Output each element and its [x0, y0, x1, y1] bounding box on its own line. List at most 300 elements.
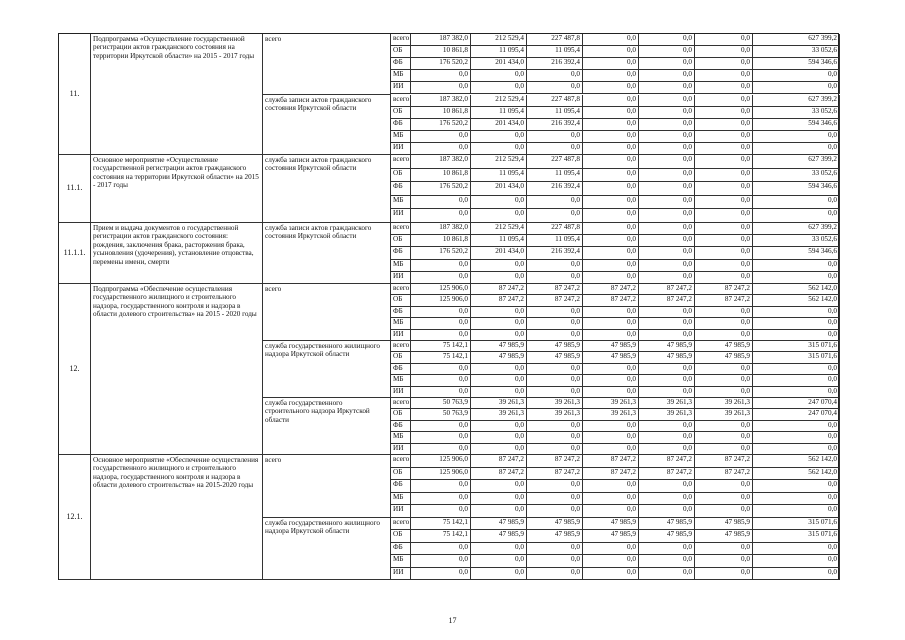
- amount-cell: 39 261,3: [527, 409, 583, 420]
- amount-cell: 0,0: [583, 272, 639, 284]
- amount-cell: 0,0: [639, 421, 695, 432]
- amount-cell: 0,0: [695, 543, 753, 556]
- amount-cell: 0,0: [695, 82, 753, 94]
- amount-cell: 0,0: [695, 387, 753, 398]
- amount-cell: 0,0: [471, 387, 527, 398]
- amount-cell: 47 985,9: [695, 518, 753, 531]
- funding-source: МБ: [391, 493, 411, 506]
- amount-cell: 10 861,8: [411, 107, 471, 119]
- funding-source: ФБ: [391, 119, 411, 131]
- amount-cell: 47 985,9: [639, 530, 695, 543]
- amount-cell: 187 382,0: [411, 155, 471, 169]
- amount-cell: 87 247,2: [471, 284, 527, 295]
- amount-cell: 0,0: [695, 119, 753, 131]
- funding-source: МБ: [391, 432, 411, 443]
- program-title: Основное мероприятие «Осуществление государственной регистрации актов гражданского состояния на территории Иркутской области» на 2015 - 2017 годы: [91, 155, 263, 223]
- executor-name: всего: [263, 34, 391, 95]
- amount-cell: 125 906,0: [411, 468, 471, 481]
- amount-cell: 0,0: [695, 95, 753, 107]
- amount-cell: 0,0: [527, 543, 583, 556]
- amount-cell: 0,0: [471, 493, 527, 506]
- amount-cell: 212 529,4: [471, 155, 527, 169]
- amount-cell: 0,0: [527, 143, 583, 155]
- funding-source: ИИ: [391, 82, 411, 94]
- amount-cell: 47 985,9: [471, 341, 527, 352]
- amount-cell: 75 142,1: [411, 518, 471, 531]
- amount-cell: 627 399,2: [753, 155, 840, 169]
- amount-cell: 187 382,0: [411, 34, 471, 46]
- row-number: 12.: [59, 284, 91, 455]
- amount-cell: 87 247,2: [583, 295, 639, 306]
- amount-cell: 0,0: [411, 375, 471, 386]
- amount-cell: 11 095,4: [471, 46, 527, 58]
- amount-cell: 0,0: [527, 209, 583, 223]
- amount-cell: 627 399,2: [753, 34, 840, 46]
- amount-cell: 0,0: [471, 444, 527, 455]
- amount-cell: 0,0: [471, 480, 527, 493]
- funding-source: МБ: [391, 555, 411, 568]
- amount-cell: 0,0: [753, 318, 840, 329]
- amount-cell: 0,0: [695, 70, 753, 82]
- amount-cell: 562 142,0: [753, 295, 840, 306]
- amount-cell: 0,0: [639, 272, 695, 284]
- amount-cell: 0,0: [583, 182, 639, 196]
- funding-source: МБ: [391, 131, 411, 143]
- amount-cell: 0,0: [753, 568, 840, 581]
- amount-cell: 87 247,2: [639, 295, 695, 306]
- amount-cell: 0,0: [411, 196, 471, 210]
- amount-cell: 39 261,3: [639, 409, 695, 420]
- amount-cell: 39 261,3: [527, 398, 583, 409]
- amount-cell: 0,0: [411, 143, 471, 155]
- amount-cell: 0,0: [753, 82, 840, 94]
- amount-cell: 627 399,2: [753, 95, 840, 107]
- amount-cell: 0,0: [411, 387, 471, 398]
- amount-cell: 0,0: [471, 70, 527, 82]
- amount-cell: 0,0: [583, 444, 639, 455]
- funding-source: всего: [391, 223, 411, 235]
- funding-source: МБ: [391, 260, 411, 272]
- amount-cell: 0,0: [583, 82, 639, 94]
- amount-cell: 50 763,9: [411, 409, 471, 420]
- funding-source: ФБ: [391, 247, 411, 259]
- amount-cell: 0,0: [527, 318, 583, 329]
- amount-cell: 0,0: [695, 480, 753, 493]
- amount-cell: 315 071,6: [753, 352, 840, 363]
- amount-cell: 0,0: [583, 330, 639, 341]
- amount-cell: 0,0: [639, 209, 695, 223]
- amount-cell: 0,0: [471, 260, 527, 272]
- amount-cell: 562 142,0: [753, 284, 840, 295]
- executor-name: служба государственного жилищного надзора Иркутской области: [263, 518, 391, 581]
- amount-cell: 247 070,4: [753, 409, 840, 420]
- amount-cell: 0,0: [639, 143, 695, 155]
- amount-cell: 176 520,2: [411, 247, 471, 259]
- amount-cell: 0,0: [639, 568, 695, 581]
- amount-cell: 187 382,0: [411, 95, 471, 107]
- amount-cell: 0,0: [753, 307, 840, 318]
- funding-source: ФБ: [391, 307, 411, 318]
- funding-source: ФБ: [391, 364, 411, 375]
- amount-cell: 0,0: [753, 131, 840, 143]
- amount-cell: 11 095,4: [471, 169, 527, 183]
- funding-source: ИИ: [391, 272, 411, 284]
- amount-cell: 0,0: [695, 247, 753, 259]
- amount-cell: 0,0: [639, 307, 695, 318]
- amount-cell: 33 052,6: [753, 169, 840, 183]
- amount-cell: 0,0: [695, 58, 753, 70]
- amount-cell: 47 985,9: [471, 352, 527, 363]
- amount-cell: 0,0: [753, 555, 840, 568]
- amount-cell: 0,0: [411, 307, 471, 318]
- amount-cell: 125 906,0: [411, 295, 471, 306]
- amount-cell: 0,0: [527, 272, 583, 284]
- amount-cell: 0,0: [527, 568, 583, 581]
- amount-cell: 0,0: [411, 505, 471, 518]
- amount-cell: 0,0: [471, 421, 527, 432]
- amount-cell: 75 142,1: [411, 341, 471, 352]
- amount-cell: 0,0: [583, 364, 639, 375]
- funding-source: ИИ: [391, 143, 411, 155]
- amount-cell: 0,0: [695, 555, 753, 568]
- amount-cell: 201 434,0: [471, 182, 527, 196]
- amount-cell: 176 520,2: [411, 58, 471, 70]
- amount-cell: 0,0: [471, 364, 527, 375]
- amount-cell: 176 520,2: [411, 182, 471, 196]
- amount-cell: 0,0: [411, 555, 471, 568]
- amount-cell: 0,0: [583, 493, 639, 506]
- amount-cell: 87 247,2: [695, 455, 753, 468]
- amount-cell: 0,0: [695, 432, 753, 443]
- amount-cell: 0,0: [471, 82, 527, 94]
- amount-cell: 0,0: [583, 247, 639, 259]
- amount-cell: 0,0: [695, 307, 753, 318]
- amount-cell: 0,0: [695, 155, 753, 169]
- amount-cell: 87 247,2: [639, 284, 695, 295]
- amount-cell: 87 247,2: [471, 295, 527, 306]
- amount-cell: 0,0: [753, 196, 840, 210]
- amount-cell: 0,0: [411, 543, 471, 556]
- amount-cell: 125 906,0: [411, 455, 471, 468]
- amount-cell: 0,0: [753, 209, 840, 223]
- amount-cell: 627 399,2: [753, 223, 840, 235]
- amount-cell: 0,0: [471, 209, 527, 223]
- amount-cell: 0,0: [583, 209, 639, 223]
- amount-cell: 0,0: [753, 480, 840, 493]
- amount-cell: 0,0: [583, 119, 639, 131]
- amount-cell: 47 985,9: [639, 341, 695, 352]
- amount-cell: 0,0: [583, 480, 639, 493]
- amount-cell: 0,0: [583, 307, 639, 318]
- amount-cell: 47 985,9: [471, 530, 527, 543]
- amount-cell: 0,0: [471, 143, 527, 155]
- amount-cell: 0,0: [527, 82, 583, 94]
- program-title: Подпрограмма «Осуществление государственной регистрации актов гражданского состояния на территории Иркутской области» на 2015 - 2017 годы: [91, 34, 263, 155]
- funding-source: МБ: [391, 70, 411, 82]
- amount-cell: 0,0: [411, 330, 471, 341]
- amount-cell: 0,0: [583, 260, 639, 272]
- amount-cell: 0,0: [753, 70, 840, 82]
- amount-cell: 0,0: [583, 235, 639, 247]
- amount-cell: 0,0: [527, 307, 583, 318]
- amount-cell: 0,0: [583, 143, 639, 155]
- amount-cell: 201 434,0: [471, 247, 527, 259]
- amount-cell: 0,0: [411, 260, 471, 272]
- amount-cell: 0,0: [471, 555, 527, 568]
- amount-cell: 0,0: [695, 568, 753, 581]
- amount-cell: 11 095,4: [471, 235, 527, 247]
- amount-cell: 0,0: [411, 568, 471, 581]
- amount-cell: 0,0: [695, 196, 753, 210]
- amount-cell: 0,0: [753, 421, 840, 432]
- amount-cell: 0,0: [639, 169, 695, 183]
- amount-cell: 0,0: [583, 505, 639, 518]
- executor-name: служба государственного жилищного надзора Иркутской области: [263, 341, 391, 398]
- amount-cell: 47 985,9: [639, 352, 695, 363]
- amount-cell: 212 529,4: [471, 223, 527, 235]
- amount-cell: 315 071,6: [753, 341, 840, 352]
- page-number: 17: [448, 616, 457, 625]
- amount-cell: 0,0: [411, 318, 471, 329]
- row-number: 11.1.: [59, 155, 91, 223]
- amount-cell: 87 247,2: [527, 284, 583, 295]
- funding-source: ИИ: [391, 330, 411, 341]
- amount-cell: 39 261,3: [583, 409, 639, 420]
- funding-source: всего: [391, 341, 411, 352]
- amount-cell: 0,0: [527, 505, 583, 518]
- amount-cell: 11 095,4: [527, 169, 583, 183]
- amount-cell: 0,0: [753, 143, 840, 155]
- amount-cell: 0,0: [583, 555, 639, 568]
- executor-name: служба записи актов гражданского состояния Иркутской области: [263, 223, 391, 284]
- amount-cell: 0,0: [583, 375, 639, 386]
- funding-source: ИИ: [391, 387, 411, 398]
- amount-cell: 87 247,2: [639, 455, 695, 468]
- amount-cell: 11 095,4: [527, 46, 583, 58]
- amount-cell: 47 985,9: [695, 341, 753, 352]
- amount-cell: 47 985,9: [583, 341, 639, 352]
- funding-table: [58, 33, 839, 580]
- amount-cell: 0,0: [639, 493, 695, 506]
- amount-cell: 0,0: [411, 480, 471, 493]
- amount-cell: 11 095,4: [471, 107, 527, 119]
- amount-cell: 201 434,0: [471, 119, 527, 131]
- amount-cell: 39 261,3: [639, 398, 695, 409]
- amount-cell: 594 346,6: [753, 58, 840, 70]
- amount-cell: 0,0: [639, 119, 695, 131]
- amount-cell: 0,0: [583, 155, 639, 169]
- amount-cell: 212 529,4: [471, 95, 527, 107]
- amount-cell: 87 247,2: [471, 455, 527, 468]
- amount-cell: 0,0: [639, 155, 695, 169]
- funding-source: ФБ: [391, 58, 411, 70]
- amount-cell: 0,0: [527, 432, 583, 443]
- amount-cell: 87 247,2: [471, 468, 527, 481]
- amount-cell: 0,0: [471, 568, 527, 581]
- executor-name: всего: [263, 284, 391, 341]
- amount-cell: 0,0: [527, 260, 583, 272]
- amount-cell: 0,0: [471, 543, 527, 556]
- amount-cell: 0,0: [527, 555, 583, 568]
- amount-cell: 0,0: [753, 272, 840, 284]
- amount-cell: 0,0: [695, 318, 753, 329]
- amount-cell: 11 095,4: [527, 107, 583, 119]
- amount-cell: 0,0: [639, 182, 695, 196]
- amount-cell: 47 985,9: [527, 352, 583, 363]
- amount-cell: 0,0: [695, 169, 753, 183]
- amount-cell: 0,0: [411, 272, 471, 284]
- amount-cell: 0,0: [411, 432, 471, 443]
- amount-cell: 0,0: [583, 568, 639, 581]
- amount-cell: 0,0: [527, 375, 583, 386]
- amount-cell: 0,0: [639, 235, 695, 247]
- amount-cell: 315 071,6: [753, 518, 840, 531]
- amount-cell: 0,0: [639, 34, 695, 46]
- row-number: 11.1.1.: [59, 223, 91, 284]
- funding-source: ОБ: [391, 295, 411, 306]
- amount-cell: 50 763,9: [411, 398, 471, 409]
- amount-cell: 0,0: [527, 70, 583, 82]
- amount-cell: 0,0: [583, 543, 639, 556]
- executor-name: служба записи актов гражданского состояния Иркутской области: [263, 95, 391, 156]
- funding-source: МБ: [391, 318, 411, 329]
- amount-cell: 0,0: [471, 307, 527, 318]
- amount-cell: 0,0: [411, 70, 471, 82]
- amount-cell: 33 052,6: [753, 107, 840, 119]
- amount-cell: 87 247,2: [527, 455, 583, 468]
- amount-cell: 87 247,2: [639, 468, 695, 481]
- funding-source: ОБ: [391, 107, 411, 119]
- amount-cell: 0,0: [583, 318, 639, 329]
- amount-cell: 0,0: [695, 143, 753, 155]
- amount-cell: 0,0: [527, 387, 583, 398]
- funding-source: всего: [391, 455, 411, 468]
- amount-cell: 0,0: [527, 444, 583, 455]
- amount-cell: 0,0: [753, 444, 840, 455]
- funding-source: всего: [391, 34, 411, 46]
- amount-cell: 0,0: [639, 196, 695, 210]
- amount-cell: 0,0: [753, 493, 840, 506]
- amount-cell: 594 346,6: [753, 182, 840, 196]
- amount-cell: 47 985,9: [583, 352, 639, 363]
- amount-cell: 39 261,3: [471, 398, 527, 409]
- funding-source: ФБ: [391, 182, 411, 196]
- amount-cell: 0,0: [753, 364, 840, 375]
- amount-cell: 0,0: [695, 493, 753, 506]
- funding-source: ОБ: [391, 468, 411, 481]
- amount-cell: 247 070,4: [753, 398, 840, 409]
- amount-cell: 227 487,8: [527, 155, 583, 169]
- amount-cell: 0,0: [695, 421, 753, 432]
- amount-cell: 0,0: [695, 223, 753, 235]
- amount-cell: 562 142,0: [753, 468, 840, 481]
- funding-source: ОБ: [391, 169, 411, 183]
- amount-cell: 47 985,9: [695, 530, 753, 543]
- amount-cell: 227 487,8: [527, 223, 583, 235]
- amount-cell: 0,0: [583, 95, 639, 107]
- amount-cell: 10 861,8: [411, 235, 471, 247]
- amount-cell: 0,0: [471, 272, 527, 284]
- amount-cell: 594 346,6: [753, 119, 840, 131]
- amount-cell: 0,0: [753, 375, 840, 386]
- amount-cell: 0,0: [527, 493, 583, 506]
- amount-cell: 75 142,1: [411, 530, 471, 543]
- amount-cell: 39 261,3: [471, 409, 527, 420]
- amount-cell: 0,0: [639, 387, 695, 398]
- amount-cell: 562 142,0: [753, 455, 840, 468]
- amount-cell: 33 052,6: [753, 46, 840, 58]
- amount-cell: 0,0: [411, 82, 471, 94]
- amount-cell: 0,0: [583, 34, 639, 46]
- amount-cell: 0,0: [639, 375, 695, 386]
- amount-cell: 87 247,2: [695, 284, 753, 295]
- amount-cell: 0,0: [695, 34, 753, 46]
- amount-cell: 227 487,8: [527, 34, 583, 46]
- amount-cell: 0,0: [583, 432, 639, 443]
- amount-cell: 227 487,8: [527, 95, 583, 107]
- amount-cell: 47 985,9: [583, 530, 639, 543]
- amount-cell: 0,0: [639, 364, 695, 375]
- funding-source: всего: [391, 518, 411, 531]
- executor-name: служба государственного строительного надзора Иркутской области: [263, 398, 391, 455]
- funding-source: ФБ: [391, 480, 411, 493]
- amount-cell: 11 095,4: [527, 235, 583, 247]
- amount-cell: 0,0: [527, 330, 583, 341]
- amount-cell: 0,0: [411, 131, 471, 143]
- funding-source: ИИ: [391, 568, 411, 581]
- row-number: 11.: [59, 34, 91, 155]
- amount-cell: 0,0: [753, 432, 840, 443]
- funding-source: всего: [391, 95, 411, 107]
- amount-cell: 0,0: [753, 505, 840, 518]
- amount-cell: 0,0: [695, 272, 753, 284]
- amount-cell: 0,0: [639, 432, 695, 443]
- program-title: Подпрограмма «Обеспечение осуществления государственного жилищного и строительного надзора, государственного контроля и надзора в области долевого строительства» на 2015 - 2020 годы: [91, 284, 263, 455]
- amount-cell: 0,0: [639, 543, 695, 556]
- funding-source: ОБ: [391, 409, 411, 420]
- funding-source: ФБ: [391, 421, 411, 432]
- row-number: 12.1.: [59, 455, 91, 580]
- executor-name: всего: [263, 455, 391, 518]
- amount-cell: 0,0: [639, 95, 695, 107]
- amount-cell: 0,0: [695, 375, 753, 386]
- amount-cell: 0,0: [639, 82, 695, 94]
- amount-cell: 0,0: [583, 70, 639, 82]
- amount-cell: 0,0: [695, 107, 753, 119]
- amount-cell: 0,0: [583, 196, 639, 210]
- funding-source: ИИ: [391, 444, 411, 455]
- amount-cell: 0,0: [527, 131, 583, 143]
- amount-cell: 33 052,6: [753, 235, 840, 247]
- amount-cell: 0,0: [639, 107, 695, 119]
- amount-cell: 212 529,4: [471, 34, 527, 46]
- amount-cell: 0,0: [639, 70, 695, 82]
- funding-source: ОБ: [391, 530, 411, 543]
- amount-cell: 75 142,1: [411, 352, 471, 363]
- amount-cell: 0,0: [411, 364, 471, 375]
- amount-cell: 39 261,3: [695, 398, 753, 409]
- amount-cell: 0,0: [695, 46, 753, 58]
- amount-cell: 0,0: [527, 196, 583, 210]
- funding-source: ИИ: [391, 505, 411, 518]
- amount-cell: 0,0: [695, 260, 753, 272]
- amount-cell: 0,0: [639, 505, 695, 518]
- amount-cell: 0,0: [639, 46, 695, 58]
- amount-cell: 39 261,3: [695, 409, 753, 420]
- funding-source: ИИ: [391, 209, 411, 223]
- amount-cell: 0,0: [583, 223, 639, 235]
- amount-cell: 0,0: [639, 58, 695, 70]
